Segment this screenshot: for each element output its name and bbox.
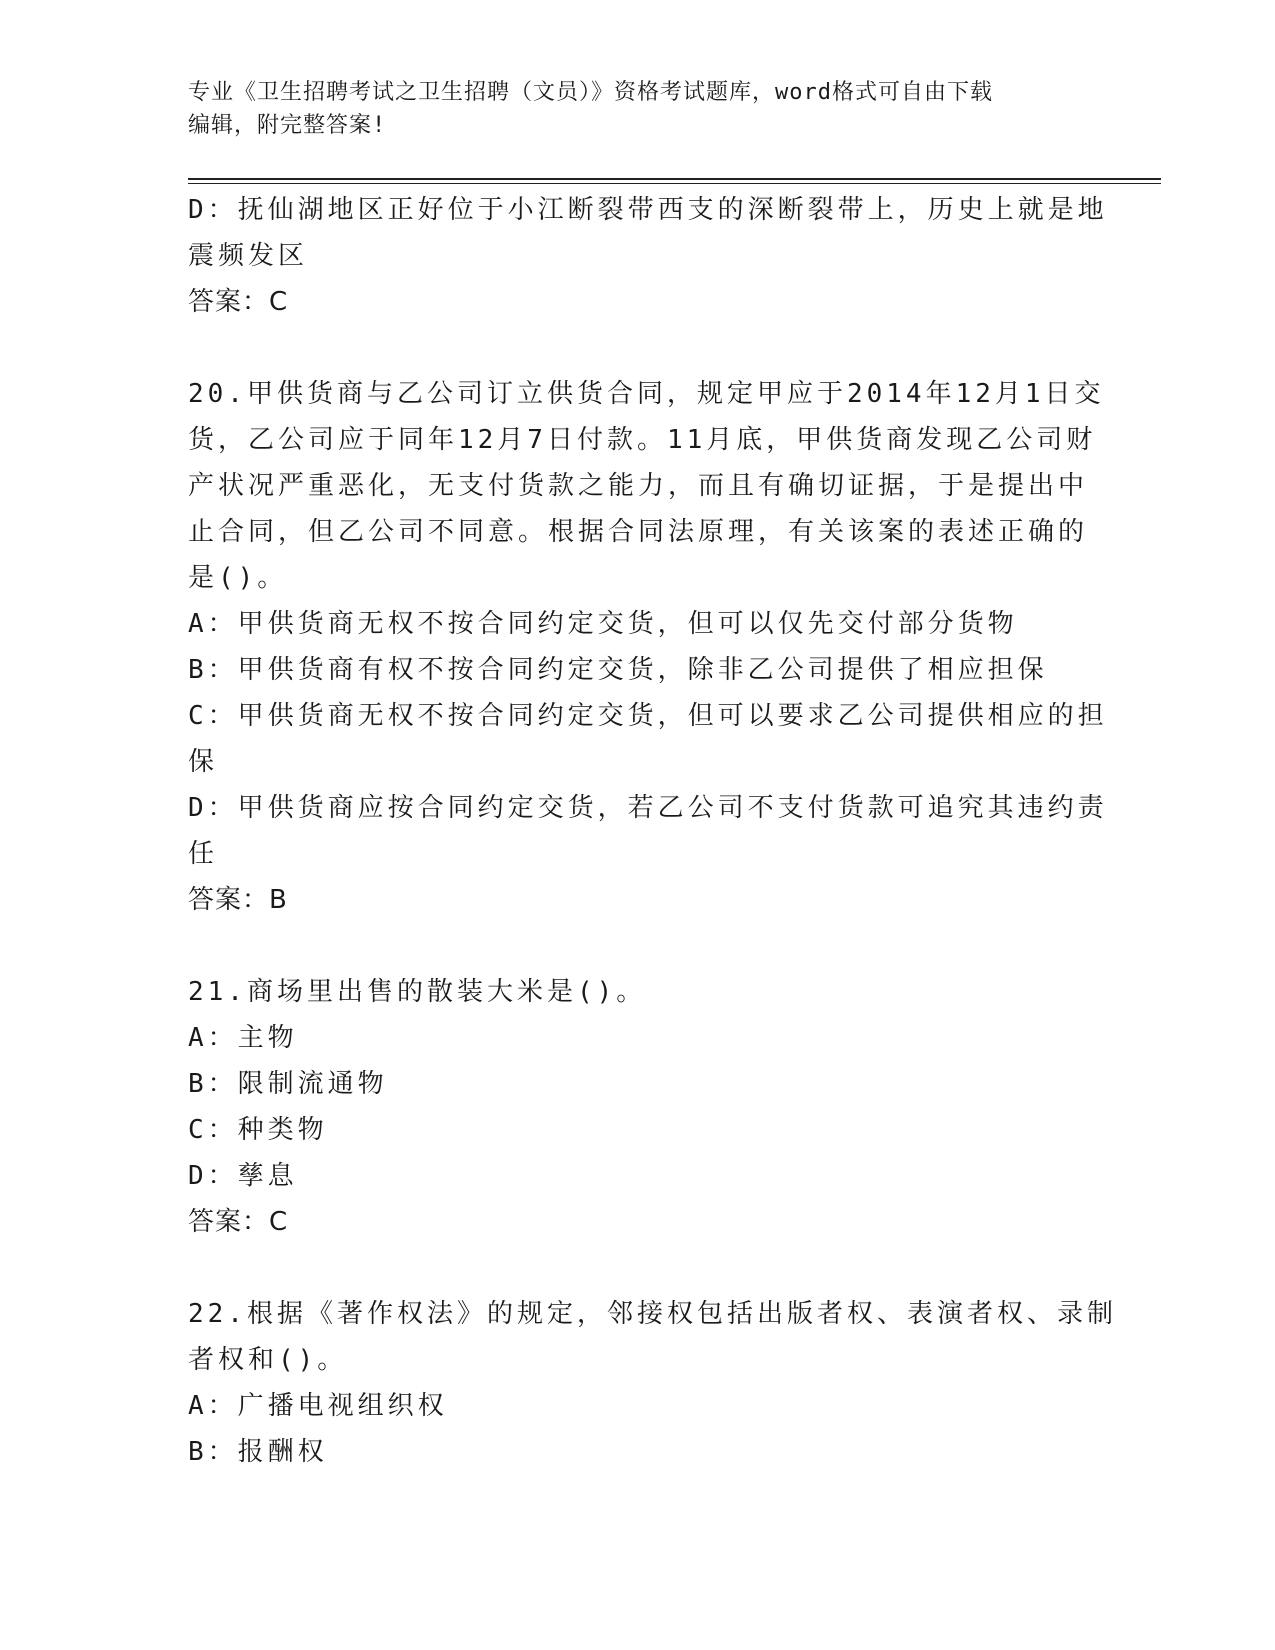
option-c: C：种类物: [188, 1115, 328, 1145]
previous-question-tail: [188, 187, 1108, 325]
document-header: [188, 76, 1088, 142]
option-d-line-1: D：甲供货商应按合同约定交货，若乙公司不支付货款可追究其违约责: [188, 793, 1108, 823]
answer-line: 答案：C: [188, 1207, 289, 1237]
spacer: [188, 1245, 1093, 1291]
question-stem-line: 止合同，但乙公司不同意。根据合同法原理，有关该案的表述正确的: [188, 517, 1089, 547]
option-d: D：孳息: [188, 1161, 298, 1191]
answer-line: 答案：C: [188, 287, 289, 317]
question-20: [188, 371, 1108, 923]
option-b: B：限制流通物: [188, 1069, 388, 1099]
question-stem-line: 者权和()。: [188, 1345, 348, 1375]
question-21: [188, 969, 1093, 1245]
option-d-line-1: D：抚仙湖地区正好位于小江断裂带西支的深断裂带上，历史上就是地: [188, 195, 1108, 225]
option-c-line-1: C：甲供货商无权不按合同约定交货，但可以要求乙公司提供相应的担: [188, 701, 1108, 731]
header-line-1: 专业《卫生招聘考试之卫生招聘（文员）》资格考试题库，word格式可自由下载: [188, 80, 993, 105]
spacer: [188, 325, 1093, 371]
header-divider-thick: [188, 178, 1161, 180]
question-stem-line: 货，乙公司应于同年12月7日付款。11月底，甲供货商发现乙公司财: [188, 425, 1097, 455]
question-stem-line: 产状况严重恶化，无支付货款之能力，而且有确切证据，于是提出中: [188, 471, 1089, 501]
option-d-line-2: 任: [188, 839, 219, 869]
question-stem-line: 22.根据《著作权法》的规定，邻接权包括出版者权、表演者权、录制: [188, 1299, 1117, 1329]
option-b: B：甲供货商有权不按合同约定交货，除非乙公司提供了相应担保: [188, 655, 1048, 685]
spacer: [188, 923, 1093, 969]
question-22: [188, 1291, 1117, 1475]
option-a: A：广播电视组织权: [188, 1391, 448, 1421]
option-a: A：主物: [188, 1023, 298, 1053]
question-stem-line: 21.商场里出售的散装大米是()。: [188, 977, 647, 1007]
answer-line: 答案：B: [188, 885, 288, 915]
option-d-line-2: 震频发区: [188, 241, 309, 271]
header-line-2: 编辑，附完整答案!: [188, 113, 387, 138]
option-c-line-2: 保: [188, 747, 219, 777]
header-divider-thin: [188, 183, 1161, 184]
option-b: B：报酬权: [188, 1437, 328, 1467]
option-a: A：甲供货商无权不按合同约定交货，但可以仅先交付部分货物: [188, 609, 1018, 639]
question-stem-line: 是()。: [188, 563, 288, 593]
question-content: [188, 187, 1117, 1475]
question-stem-line: 20.甲供货商与乙公司订立供货合同，规定甲应于2014年12月1日交: [188, 379, 1105, 409]
